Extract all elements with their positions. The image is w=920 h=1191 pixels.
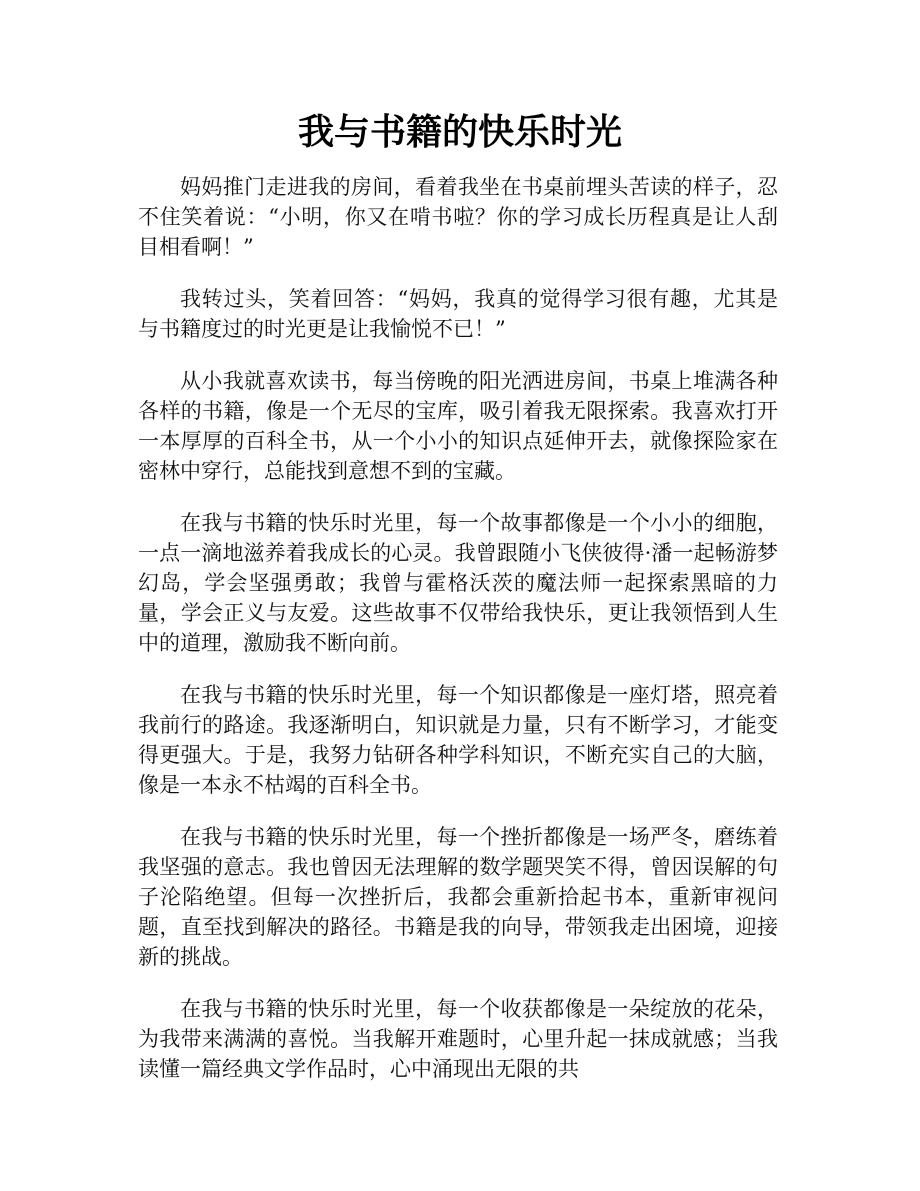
paragraph-6: 在我与书籍的快乐时光里，每一个挫折都像是一场严冬，磨练着我坚强的意志。我也曾因无法理解的数学题哭笑不得，曾因误解的句子沦陷绝望。但每一次挫折后，我都会重新拾起书本，重新审视问题，直至找到解决的路径。书籍是我的向导，带领我走出困境，迎接新的挑战。 (138, 825, 778, 969)
paragraph-4: 在我与书籍的快乐时光里，每一个故事都像是一个小小的细胞，一点一滴地滋养着我成长的心灵。我曾跟随小飞侠彼得·潘一起畅游梦幻岛，学会坚强勇敢；我曾与霍格沃茨的魔法师一起探索黑暗的力量，学会正义与友爱。这些故事不仅带给我快乐，更让我领悟到人生中的道理，激励我不断向前。 (138, 511, 778, 655)
document-title: 我与书籍的快乐时光 (297, 112, 622, 153)
paragraph-2: 我转过头，笑着回答：“妈妈，我真的觉得学习很有趣，尤其是与书籍度过的时光更是让我愉悦不已！” (138, 287, 778, 341)
paragraph-5: 在我与书籍的快乐时光里，每一个知识都像是一座灯塔，照亮着我前行的路途。我逐渐明白，知识就是力量，只有不断学习，才能变得更强大。于是，我努力钻研各种学科知识，不断充实自己的大脑，像是一本永不枯竭的百科全书。 (138, 683, 778, 797)
paragraph-1: 妈妈推门走进我的房间，看着我坐在书桌前埋头苦读的样子，忍不住笑着说：“小明，你又在啃书啦？你的学习成长历程真是让人刮目相看啊！” (138, 175, 778, 259)
paragraph-3: 从小我就喜欢读书，每当傍晚的阳光洒进房间，书桌上堆满各种各样的书籍，像是一个无尽的宝库，吸引着我无限探索。我喜欢打开一本厚厚的百科全书，从一个小小的知识点延伸开去，就像探险家在密林中穿行，总能找到意想不到的宝藏。 (138, 369, 778, 483)
document-body (138, 172, 778, 1106)
paragraph-7: 在我与书籍的快乐时光里，每一个收获都像是一朵绽放的花朵，为我带来满满的喜悦。当我解开难题时，心里升起一抹成就感；当我读懂一篇经典文学作品时，心中涌现出无限的共 (138, 997, 778, 1081)
